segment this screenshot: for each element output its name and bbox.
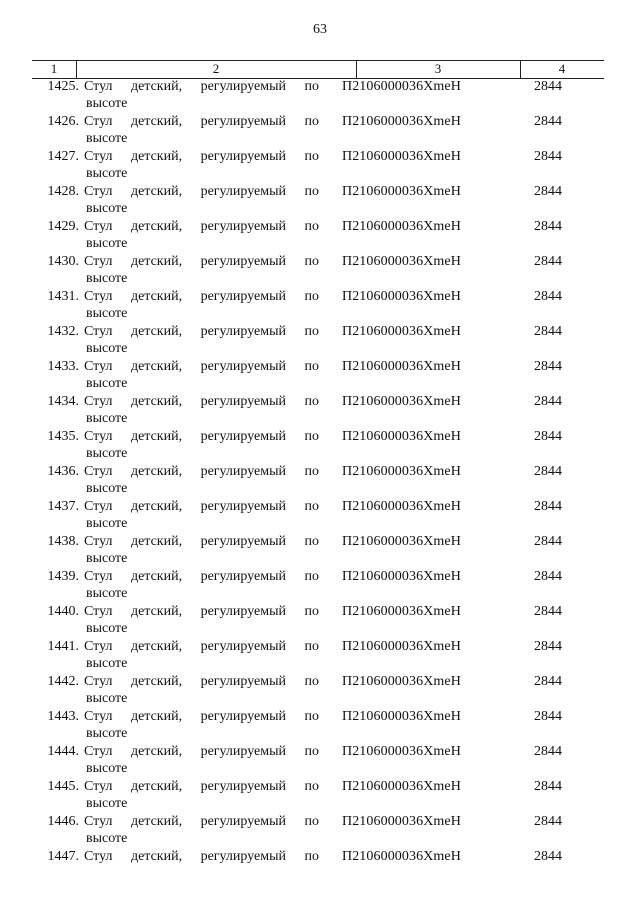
item-quantity: 2844 bbox=[534, 814, 562, 829]
table-row bbox=[0, 569, 640, 604]
item-code: П2106000036ХmeН bbox=[342, 709, 461, 724]
item-quantity: 2844 bbox=[534, 604, 562, 619]
item-name-continuation: высоте bbox=[86, 761, 128, 776]
table-row bbox=[0, 814, 640, 849]
item-name-continuation: высоте bbox=[86, 446, 128, 461]
item-name-continuation: высоте bbox=[86, 656, 128, 671]
table-row bbox=[0, 289, 640, 324]
item-name: Стул детский, регулируемый по bbox=[84, 219, 319, 234]
row-number: 1429. bbox=[47, 219, 79, 234]
item-name-continuation: высоте bbox=[86, 376, 128, 391]
item-name: Стул детский, регулируемый по bbox=[84, 674, 319, 689]
item-name: Стул детский, регулируемый по bbox=[84, 79, 319, 94]
row-number: 1437. bbox=[47, 499, 79, 514]
table-row bbox=[0, 744, 640, 779]
item-name: Стул детский, регулируемый по bbox=[84, 114, 319, 129]
row-number: 1446. bbox=[47, 814, 79, 829]
item-quantity: 2844 bbox=[534, 849, 562, 864]
item-code: П2106000036ХmeН bbox=[342, 289, 461, 304]
table-row bbox=[0, 604, 640, 639]
item-quantity: 2844 bbox=[534, 779, 562, 794]
table-row bbox=[0, 429, 640, 464]
row-number: 1442. bbox=[47, 674, 79, 689]
item-quantity: 2844 bbox=[534, 289, 562, 304]
row-number: 1433. bbox=[47, 359, 79, 374]
item-name-continuation: высоте bbox=[86, 131, 128, 146]
table-row bbox=[0, 709, 640, 744]
item-quantity: 2844 bbox=[534, 744, 562, 759]
item-name: Стул детский, регулируемый по bbox=[84, 604, 319, 619]
table-row bbox=[0, 324, 640, 359]
column-header-4: 4 bbox=[558, 61, 566, 76]
row-number: 1425. bbox=[47, 79, 79, 94]
table-row bbox=[0, 534, 640, 569]
item-name: Стул детский, регулируемый по bbox=[84, 184, 319, 199]
row-number: 1447. bbox=[47, 849, 79, 864]
item-code: П2106000036ХmeН bbox=[342, 359, 461, 374]
table-row bbox=[0, 464, 640, 499]
item-quantity: 2844 bbox=[534, 709, 562, 724]
item-code: П2106000036ХmeН bbox=[342, 394, 461, 409]
item-name: Стул детский, регулируемый по bbox=[84, 254, 319, 269]
table-row bbox=[0, 849, 640, 884]
item-code: П2106000036ХmeН bbox=[342, 79, 461, 94]
column-header-2: 2 bbox=[212, 61, 220, 76]
item-name: Стул детский, регулируемый по bbox=[84, 639, 319, 654]
table-row bbox=[0, 114, 640, 149]
item-quantity: 2844 bbox=[534, 394, 562, 409]
row-number: 1426. bbox=[47, 114, 79, 129]
item-name: Стул детский, регулируемый по bbox=[84, 429, 319, 444]
column-header-1: 1 bbox=[50, 61, 58, 76]
row-number: 1427. bbox=[47, 149, 79, 164]
table-row bbox=[0, 359, 640, 394]
item-quantity: 2844 bbox=[534, 359, 562, 374]
row-number: 1435. bbox=[47, 429, 79, 444]
row-number: 1444. bbox=[47, 744, 79, 759]
item-name-continuation: высоте bbox=[86, 691, 128, 706]
row-number: 1440. bbox=[47, 604, 79, 619]
item-code: П2106000036ХmeН bbox=[342, 184, 461, 199]
row-number: 1428. bbox=[47, 184, 79, 199]
item-code: П2106000036ХmeН bbox=[342, 429, 461, 444]
item-name: Стул детский, регулируемый по bbox=[84, 464, 319, 479]
item-name: Стул детский, регулируемый по bbox=[84, 499, 319, 514]
row-number: 1441. bbox=[47, 639, 79, 654]
item-quantity: 2844 bbox=[534, 79, 562, 94]
item-quantity: 2844 bbox=[534, 499, 562, 514]
table-row bbox=[0, 499, 640, 534]
item-name-continuation: высоте bbox=[86, 481, 128, 496]
item-name: Стул детский, регулируемый по bbox=[84, 709, 319, 724]
item-name-continuation: высоте bbox=[86, 201, 128, 216]
item-name-continuation: высоте bbox=[86, 96, 128, 111]
table-row bbox=[0, 219, 640, 254]
item-code: П2106000036ХmeН bbox=[342, 149, 461, 164]
item-name: Стул детский, регулируемый по bbox=[84, 359, 319, 374]
item-quantity: 2844 bbox=[534, 219, 562, 234]
item-quantity: 2844 bbox=[534, 429, 562, 444]
item-name-continuation: высоте bbox=[86, 551, 128, 566]
item-name-continuation: высоте bbox=[86, 726, 128, 741]
row-number: 1439. bbox=[47, 569, 79, 584]
row-number: 1432. bbox=[47, 324, 79, 339]
item-name-continuation: высоте bbox=[86, 586, 128, 601]
table-row bbox=[0, 254, 640, 289]
item-code: П2106000036ХmeН bbox=[342, 254, 461, 269]
item-code: П2106000036ХmeН bbox=[342, 814, 461, 829]
item-name: Стул детский, регулируемый по bbox=[84, 779, 319, 794]
table-row bbox=[0, 779, 640, 814]
item-code: П2106000036ХmeН bbox=[342, 744, 461, 759]
item-quantity: 2844 bbox=[534, 254, 562, 269]
item-name-continuation: высоте bbox=[86, 411, 128, 426]
page-number: 63 bbox=[313, 22, 327, 37]
item-code: П2106000036ХmeН bbox=[342, 849, 461, 864]
item-code: П2106000036ХmeН bbox=[342, 464, 461, 479]
column-header-3: 3 bbox=[434, 61, 442, 76]
item-quantity: 2844 bbox=[534, 324, 562, 339]
item-quantity: 2844 bbox=[534, 184, 562, 199]
table-row bbox=[0, 184, 640, 219]
item-code: П2106000036ХmeН bbox=[342, 534, 461, 549]
item-code: П2106000036ХmeН bbox=[342, 219, 461, 234]
row-number: 1431. bbox=[47, 289, 79, 304]
item-quantity: 2844 bbox=[534, 464, 562, 479]
item-name-continuation: высоте bbox=[86, 166, 128, 181]
table-row bbox=[0, 149, 640, 184]
item-code: П2106000036ХmeН bbox=[342, 604, 461, 619]
row-number: 1434. bbox=[47, 394, 79, 409]
item-quantity: 2844 bbox=[534, 569, 562, 584]
item-quantity: 2844 bbox=[534, 149, 562, 164]
table-row bbox=[0, 79, 640, 114]
item-quantity: 2844 bbox=[534, 534, 562, 549]
row-number: 1443. bbox=[47, 709, 79, 724]
item-code: П2106000036ХmeН bbox=[342, 499, 461, 514]
item-name: Стул детский, регулируемый по bbox=[84, 534, 319, 549]
item-quantity: 2844 bbox=[534, 674, 562, 689]
item-quantity: 2844 bbox=[534, 114, 562, 129]
item-code: П2106000036ХmeН bbox=[342, 569, 461, 584]
table-row bbox=[0, 394, 640, 429]
item-name: Стул детский, регулируемый по bbox=[84, 289, 319, 304]
item-name-continuation: высоте bbox=[86, 306, 128, 321]
item-name-continuation: высоте bbox=[86, 621, 128, 636]
item-code: П2106000036ХmeН bbox=[342, 324, 461, 339]
item-name-continuation: высоте bbox=[86, 796, 128, 811]
item-name-continuation: высоте bbox=[86, 341, 128, 356]
item-name-continuation: высоте bbox=[86, 271, 128, 286]
item-name-continuation: высоте bbox=[86, 516, 128, 531]
item-name-continuation: высоте bbox=[86, 831, 128, 846]
item-name: Стул детский, регулируемый по bbox=[84, 324, 319, 339]
item-name: Стул детский, регулируемый по bbox=[84, 744, 319, 759]
row-number: 1438. bbox=[47, 534, 79, 549]
item-code: П2106000036ХmeН bbox=[342, 779, 461, 794]
table-row bbox=[0, 674, 640, 709]
table-header bbox=[32, 60, 604, 79]
item-name: Стул детский, регулируемый по bbox=[84, 394, 319, 409]
row-number: 1430. bbox=[47, 254, 79, 269]
item-quantity: 2844 bbox=[534, 639, 562, 654]
item-name: Стул детский, регулируемый по bbox=[84, 149, 319, 164]
item-code: П2106000036ХmeН bbox=[342, 114, 461, 129]
item-name: Стул детский, регулируемый по bbox=[84, 814, 319, 829]
row-number: 1445. bbox=[47, 779, 79, 794]
item-name: Стул детский, регулируемый по bbox=[84, 849, 319, 864]
item-code: П2106000036ХmeН bbox=[342, 674, 461, 689]
item-code: П2106000036ХmeН bbox=[342, 639, 461, 654]
row-number: 1436. bbox=[47, 464, 79, 479]
table-row bbox=[0, 639, 640, 674]
item-name: Стул детский, регулируемый по bbox=[84, 569, 319, 584]
item-name-continuation: высоте bbox=[86, 236, 128, 251]
